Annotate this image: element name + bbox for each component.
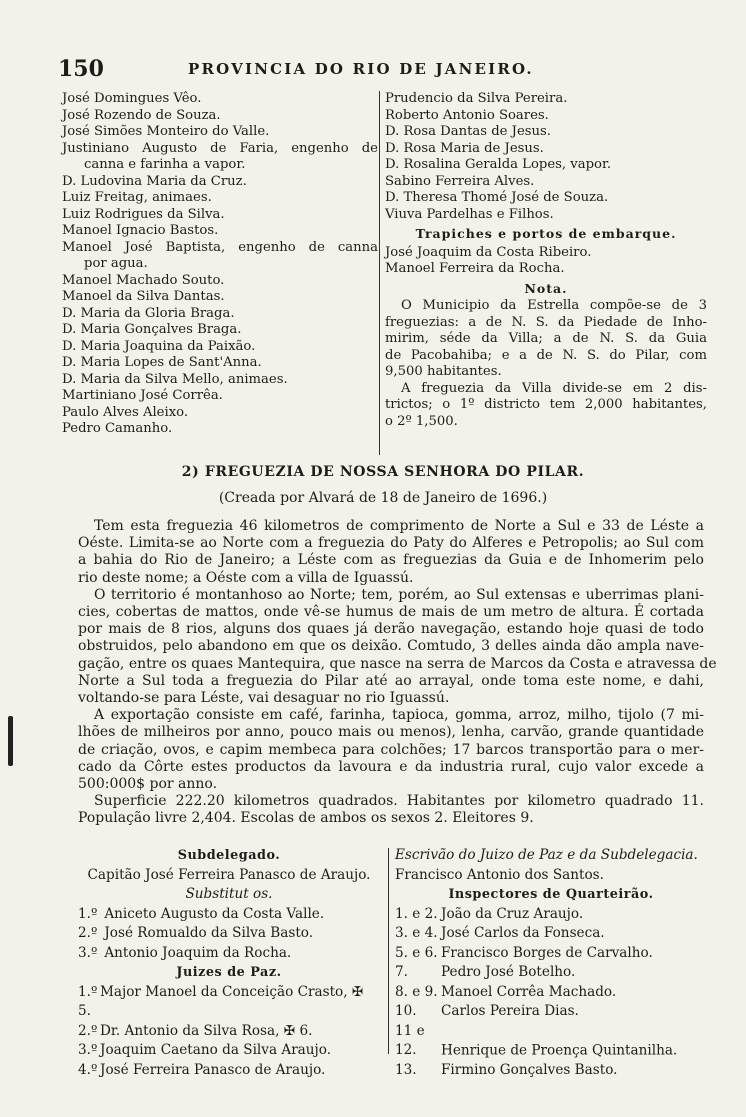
body-line: Tem esta freguezia 46 kilometros de comprimento de Norte a Sul e 33 de Léste a xyxy=(94,518,704,534)
section-created-note: (Creada por Alvará de 18 de Janeiro de 1696.) xyxy=(218,490,548,506)
body-line: voltando-se para Léste, vai desaguar no rio Iguassú. xyxy=(78,690,450,707)
ordinal: 4.º xyxy=(78,1061,98,1078)
nota-line: A freguezia da Villa divide-se em 2 dis- xyxy=(401,380,707,396)
ordinal: 10. xyxy=(395,1003,417,1019)
ordinal: 3.º xyxy=(78,944,98,961)
list-item: D. Maria da Gloria Braga. xyxy=(62,305,235,321)
ordinal: 2.º xyxy=(78,925,98,941)
trapiches-heading: Trapiches e portos de embarque. xyxy=(415,226,677,241)
official-name: Manoel Corrêa Machado. xyxy=(441,983,617,1000)
list-item xyxy=(78,1061,380,1081)
page-number: 150 xyxy=(58,56,104,82)
officials-right xyxy=(395,846,707,1080)
body-line: O territorio é montanhoso ao Norte; tem, porém, ao Sul extensas e uberrimas plani- xyxy=(94,586,704,603)
nota-line: o 2º 1,500. xyxy=(385,413,458,429)
order-mark: ✠ 5. xyxy=(78,983,364,1019)
ordinal: 1. e 2. xyxy=(395,905,438,922)
list-item: Manoel Ferreira da Rocha. xyxy=(385,261,565,276)
substitutos-heading: Substitut os. xyxy=(185,886,273,902)
subdelegado-name: Capitão José Ferreira Panasco de Araujo. xyxy=(87,866,371,883)
list-item: Manoel José Baptista, engenho de canna xyxy=(62,239,378,255)
list-item xyxy=(78,924,380,944)
list-item: Luiz Rodrigues da Silva. xyxy=(62,206,225,222)
column-divider xyxy=(379,91,380,455)
nota-line: mirim, séde da Villa; a de N. S. da Guia xyxy=(385,331,707,346)
list-item-continuation: por agua. xyxy=(84,256,148,271)
list-item xyxy=(395,963,707,983)
list-item-continuation: canna e farinha a vapor. xyxy=(84,157,246,172)
list-item: D. Maria da Silva Mello, animaes. xyxy=(62,371,288,387)
escrivao-name: Francisco Antonio dos Santos. xyxy=(395,866,604,883)
list-item: Luiz Freitag, animaes. xyxy=(62,190,212,205)
list-item: José Rozendo de Souza. xyxy=(62,107,221,123)
body-line: de criação, ovos, e capim membeca para colchões; 17 barcos transportão para o mer- xyxy=(78,741,704,758)
list-item: Justiniano Augusto de Faria, engenho de xyxy=(62,140,378,156)
official-name: João da Cruz Araujo. xyxy=(441,905,584,922)
right-column xyxy=(385,91,707,430)
nota-line: de Pacobahiba; e a de N. S. do Pilar, com xyxy=(385,347,707,363)
list-item: Prudencio da Silva Pereira. xyxy=(385,91,568,106)
body-line: gação, entre os quaes Mantequira, que nasce na serra de Marcos da Costa e atravessa de xyxy=(78,655,717,672)
list-item: José Domingues Vêo. xyxy=(62,91,202,106)
subdelegado-heading: Subdelegado. xyxy=(177,848,281,863)
list-item: D. Theresa Thomé José de Souza. xyxy=(385,190,609,205)
body-line: Superficie 222.20 kilometros quadrados. Habitantes por kilometro quadrado 11. xyxy=(94,793,704,810)
list-item: Roberto Antonio Soares. xyxy=(385,107,549,123)
list-item: Viuva Pardelhas e Filhos. xyxy=(385,206,554,222)
official-name: Aniceto Augusto da Costa Valle. xyxy=(104,905,325,922)
list-item xyxy=(395,905,707,925)
official-name: José Romualdo da Silva Basto. xyxy=(104,925,314,941)
list-item xyxy=(395,983,707,1003)
list-item: D. Rosalina Geralda Lopes, vapor. xyxy=(385,157,612,172)
list-item xyxy=(395,1022,707,1061)
list-item xyxy=(395,1002,707,1022)
list-item: D. Maria Gonçalves Braga. xyxy=(62,322,242,337)
ordinal: 1.º xyxy=(78,983,98,1000)
ordinal: 11 e 12. xyxy=(395,1022,425,1058)
list-item xyxy=(78,983,380,1022)
list-item xyxy=(78,1022,380,1042)
list-item: Manoel Ignacio Bastos. xyxy=(62,223,219,238)
ordinal: 13. xyxy=(395,1061,417,1078)
ordinal: 3. e 4. xyxy=(395,925,438,941)
juizes-heading: Juizes de Paz. xyxy=(176,965,282,980)
official-name: Henrique de Proença Quintanilha. xyxy=(441,1042,678,1058)
nota-line: O Municipio da Estrella compõe-se de 3 xyxy=(401,298,707,313)
officials-left xyxy=(78,846,380,1080)
body-line: rio deste nome; a Oéste com a villa de Iguassú. xyxy=(78,569,414,586)
list-item xyxy=(78,905,380,925)
body-line: Oéste. Limita-se ao Norte com a freguezia do Paty do Alferes e Petropolis; ao Sul com xyxy=(78,535,704,552)
body-line: lhões de milheiros por anno, pouco mais ou menos), lenha, carvão, grande quantidade xyxy=(78,724,704,741)
list-item: D. Maria Joaquina da Paixão. xyxy=(62,338,256,354)
running-title: PROVINCIA DO RIO DE JANEIRO. xyxy=(188,60,534,78)
body-line: Norte a Sul toda a freguezia do Pilar até ao arrayal, onde toma este nome, e dahi, xyxy=(78,672,704,689)
list-item: José Simões Monteiro do Valle. xyxy=(62,124,270,139)
list-item: Pedro Camanho. xyxy=(62,421,173,436)
order-mark: ✠ 6. xyxy=(283,1022,313,1039)
ordinal: 3.º xyxy=(78,1042,98,1058)
column-divider xyxy=(388,848,389,1054)
list-item xyxy=(78,944,380,964)
official-name: Major Manoel da Conceição Crasto, xyxy=(100,983,348,1000)
list-item: José Joaquim da Costa Ribeiro. xyxy=(385,244,592,260)
body-line: cado da Côrte estes productos da lavoura e da industria rural, cujo valor excede a xyxy=(78,758,704,775)
body-line: cies, cobertas de mattos, onde vê-se humus de mais de um metro de altura. É cortada xyxy=(78,604,704,621)
body-line: por mais de 8 rios, alguns dos quaes já derão navegação, estando hoje quasi de todo xyxy=(78,621,704,638)
official-name: Antonio Joaquim da Rocha. xyxy=(104,944,292,961)
ordinal: 5. e 6. xyxy=(395,944,438,961)
body-line: A exportação consiste em café, farinha, tapioca, gomma, arroz, milho, tijolo (7 mi- xyxy=(94,707,704,724)
official-name: Pedro José Botelho. xyxy=(441,964,576,980)
body-line: 500:000$ por anno. xyxy=(78,776,218,793)
scan-margin-mark xyxy=(8,716,13,766)
official-name: José Ferreira Panasco de Araujo. xyxy=(100,1061,326,1078)
list-item xyxy=(395,1061,707,1081)
list-item: Sabino Ferreira Alves. xyxy=(385,173,535,189)
list-item xyxy=(395,924,707,944)
page-header xyxy=(58,56,708,84)
nota-line: trictos; o 1º districto tem 2,000 habitantes, xyxy=(385,397,707,412)
list-item: D. Rosa Maria de Jesus. xyxy=(385,140,544,156)
list-item: Paulo Alves Aleixo. xyxy=(62,404,189,420)
body-line: População livre 2,404. Escolas de ambos os sexos 2. Eleitores 9. xyxy=(78,810,534,827)
list-item: D. Rosa Dantas de Jesus. xyxy=(385,124,551,139)
official-name: Francisco Borges de Carvalho. xyxy=(441,944,653,961)
list-item: D. Maria Lopes de Sant'Anna. xyxy=(62,355,262,370)
nota-line: freguezias: a de N. S. da Piedade de Inho- xyxy=(385,314,707,330)
ordinal: 2.º xyxy=(78,1022,98,1039)
body-line: a bahia do Rio de Janeiro; a Léste com as freguezias da Guia e de Inhomerim pelo xyxy=(78,552,704,569)
body-line: obstruidos, pelo abandono em que os deixão. Comtudo, 3 delles ainda dão ampla nave- xyxy=(78,638,704,655)
list-item xyxy=(395,944,707,964)
official-name: José Carlos da Fonseca. xyxy=(441,925,605,941)
left-name-list xyxy=(62,91,378,438)
inspectores-heading: Inspectores de Quarteirão. xyxy=(448,887,654,902)
official-name: Dr. Antonio da Silva Rosa, xyxy=(100,1022,280,1039)
list-item: D. Ludovina Maria da Cruz. xyxy=(62,173,247,189)
ordinal: 1.º xyxy=(78,905,98,922)
section-body xyxy=(78,518,717,828)
ordinal: 8. e 9. xyxy=(395,983,438,1000)
section-title: 2) FREGUEZIA DE NOSSA SENHORA DO PILAR. xyxy=(181,464,585,480)
official-name: Joaquim Caetano da Silva Araujo. xyxy=(100,1042,332,1058)
list-item: Manoel da Silva Dantas. xyxy=(62,289,225,304)
escrivao-heading: Escrivão do Juizo de Paz e da Subdelegacia. xyxy=(395,847,698,863)
official-name: Firmino Gonçalves Basto. xyxy=(441,1061,618,1078)
list-item xyxy=(78,1041,380,1061)
list-item: Martiniano José Corrêa. xyxy=(62,388,223,403)
nota-line: 9,500 habitantes. xyxy=(385,364,502,379)
list-item: Manoel Machado Souto. xyxy=(62,272,225,288)
official-name: Carlos Pereira Dias. xyxy=(441,1003,579,1019)
nota-heading: Nota. xyxy=(524,280,568,296)
ordinal: 7. xyxy=(395,964,408,980)
